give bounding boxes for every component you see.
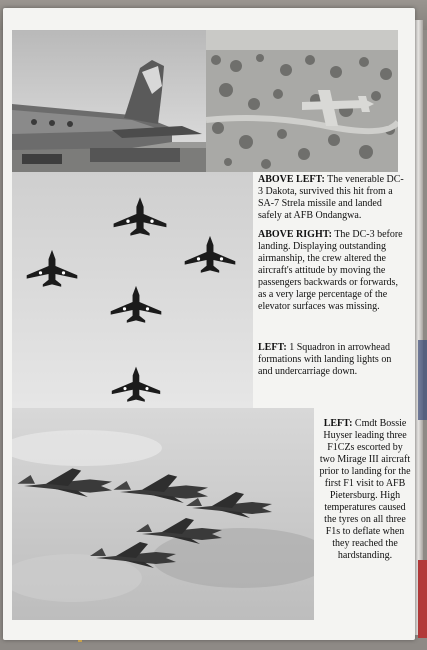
photo-dc3-aerial	[206, 30, 398, 172]
book-spine	[415, 20, 423, 635]
caption-left-formation	[258, 342, 408, 378]
caption-text: The venerable DC-3 Dakota, survived this hit from a SA-7 Strela missile and landed safely at AFB Ondangwa.	[258, 174, 404, 221]
caption-left-f1cz	[319, 418, 411, 562]
caption-lead: ABOVE LEFT:	[258, 174, 325, 185]
photo-dc3-damaged-tail	[12, 30, 206, 172]
caption-above-left	[258, 174, 408, 222]
caption-text: Cmdt Bossie Huyser leading three F1CZs escorted by two Mirage III aircraft prior to landing for the first F1 visit to AFB Pietersburg. High temperatures caused the tyres on all three F1s to deflate when they reached the hardstanding.	[319, 418, 411, 561]
caption-lead: ABOVE RIGHT:	[258, 229, 332, 240]
page-mark	[78, 640, 82, 642]
book-page	[3, 8, 415, 640]
spine-stripe-blue	[418, 340, 427, 420]
spine-stripe-red	[418, 560, 427, 638]
photo-f1cz-mirage-formation	[12, 408, 314, 620]
caption-above-right	[258, 229, 408, 313]
photo-formation-arrowhead	[12, 172, 253, 408]
caption-lead: LEFT:	[258, 342, 287, 353]
caption-text: The DC-3 before landing. Displaying outstanding airmanship, the crew altered the aircraft's attitude by moving the passengers backwards or forwards, as a very large percentage of the elevator surfaces was missing.	[258, 229, 403, 312]
caption-text: 1 Squadron in arrowhead formations with landing lights on and undercarriage down.	[258, 342, 392, 377]
caption-lead: LEFT:	[323, 418, 353, 429]
